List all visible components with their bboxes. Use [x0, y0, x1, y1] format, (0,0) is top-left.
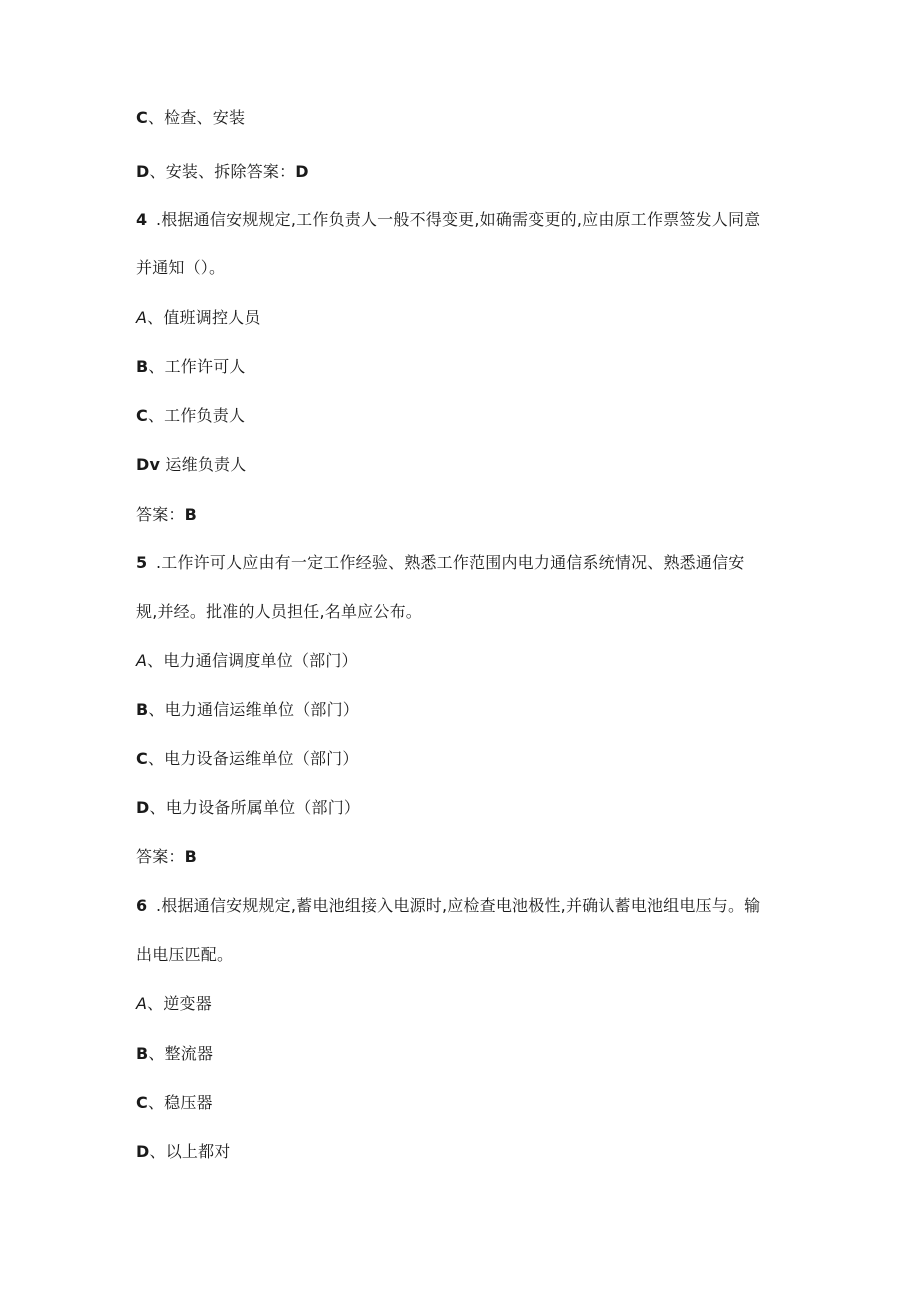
option-separator: 、	[148, 700, 165, 719]
option-text: 电力通信调度单位（部门）	[163, 651, 358, 670]
option-text: 稳压器	[164, 1093, 213, 1112]
question-number: 6	[136, 896, 148, 915]
option-separator: 、	[147, 108, 165, 127]
option-text: 电力设备所属单位（部门）	[165, 798, 361, 817]
answer-label: 答案：	[136, 847, 185, 866]
option-text: 检查、安装	[164, 108, 246, 127]
q5-question-line-2	[136, 602, 422, 622]
q4-option-b	[136, 357, 246, 377]
question-text: .根据通信安规规定,工作负责人一般不得变更,如确需变更的,应由原工作票签发人同意	[156, 210, 761, 229]
option-separator: 、	[147, 651, 164, 670]
option-letter: C	[136, 108, 148, 127]
option-separator: 、	[147, 1093, 165, 1112]
option-text: 值班调控人员	[163, 308, 261, 327]
option-letter: A	[136, 651, 148, 670]
q4-question-line-2	[136, 258, 225, 278]
option-text: 安装、拆除答案：	[165, 162, 296, 181]
q4-option-d	[136, 455, 246, 475]
q3-answer-value: D	[295, 162, 309, 181]
option-letter: D	[136, 798, 150, 817]
option-separator: 、	[148, 357, 165, 376]
option-separator: 、	[148, 1044, 165, 1063]
option-text: 逆变器	[163, 994, 212, 1013]
option-text: 以上都对	[165, 1142, 231, 1161]
option-separator: 、	[147, 406, 165, 425]
q4-option-a	[136, 308, 261, 328]
q6-option-a	[136, 994, 212, 1014]
question-text: 并通知（）。	[136, 258, 226, 277]
option-text: 工作负责人	[164, 406, 246, 425]
option-separator: 、	[147, 749, 165, 768]
question-text: .根据通信安规规定,蓄电池组接入电源时,应检查电池极性,并确认蓄电池组电压与。输	[156, 896, 761, 915]
answer-value: B	[184, 505, 198, 524]
question-text: 出电压匹配。	[136, 945, 234, 964]
option-letter: D	[136, 1142, 150, 1161]
q6-option-d	[136, 1142, 231, 1162]
q6-question-line-1	[136, 896, 760, 916]
question-number: 5	[136, 553, 148, 572]
q5-option-a	[136, 651, 358, 671]
q6-question-line-2	[136, 945, 233, 965]
option-separator: 、	[149, 162, 166, 181]
q5-answer	[136, 847, 197, 867]
option-text: 运维负责人	[165, 455, 247, 474]
option-letter: Dv	[136, 455, 161, 474]
option-separator: 、	[147, 994, 164, 1013]
q6-option-c	[136, 1093, 213, 1113]
option-letter: B	[136, 357, 149, 376]
q5-option-d	[136, 798, 360, 818]
option-letter: A	[136, 994, 148, 1013]
question-text: .工作许可人应由有一定工作经验、熟悉工作范围内电力通信系统情况、熟悉通信安	[156, 553, 745, 572]
option-letter: C	[136, 1093, 148, 1112]
answer-value: B	[184, 847, 198, 866]
option-text: 电力通信运维单位（部门）	[164, 700, 360, 719]
q6-option-b	[136, 1044, 213, 1064]
q4-option-c	[136, 406, 245, 426]
option-separator: 、	[149, 1142, 166, 1161]
option-letter: D	[136, 162, 150, 181]
option-separator: 、	[149, 798, 166, 817]
q3-option-d	[136, 162, 309, 182]
q3-option-c	[136, 108, 245, 128]
question-text: 规,并经。批准的人员担任,名单应公布。	[136, 602, 422, 621]
answer-label: 答案：	[136, 505, 185, 524]
option-letter: B	[136, 700, 149, 719]
q4-question-line-1	[136, 210, 760, 230]
q5-option-c	[136, 749, 359, 769]
q5-question-line-1	[136, 553, 745, 573]
option-text: 电力设备运维单位（部门）	[164, 749, 359, 768]
option-letter: A	[136, 308, 148, 327]
option-text: 整流器	[164, 1044, 214, 1063]
q4-answer	[136, 505, 197, 525]
option-letter: C	[136, 406, 148, 425]
option-letter: B	[136, 1044, 149, 1063]
option-separator: 、	[147, 308, 164, 327]
question-number: 4	[136, 210, 148, 229]
option-letter: C	[136, 749, 148, 768]
option-text: 工作许可人	[164, 357, 246, 376]
q5-option-b	[136, 700, 359, 720]
